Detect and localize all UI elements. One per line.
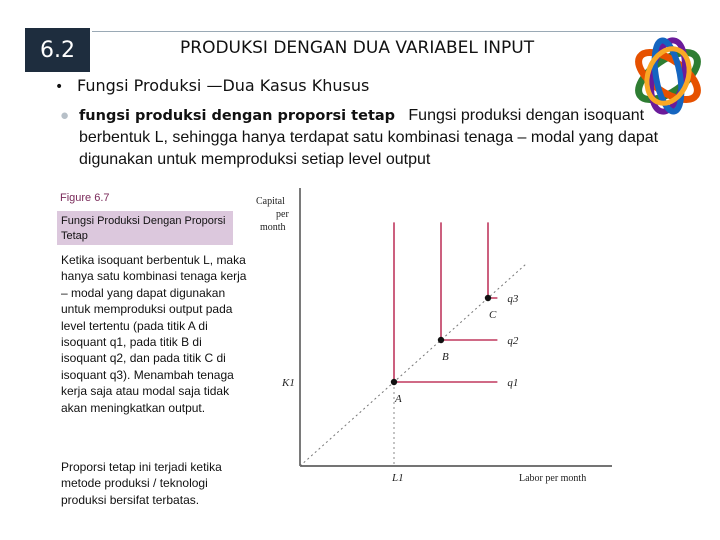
sub-bullet-text: Fungsi produksi dengan isoquant berbentuk L, sehingga hanya terdapat satu kombinasi tenaga – modal yang dapat digunakan untuk memproduksi setiap level output	[79, 107, 659, 168]
x-tick-label: L1	[392, 472, 404, 484]
bullet-icon: •	[55, 79, 64, 95]
y-axis-label-line-2: per	[276, 209, 289, 220]
x-axis-label: Labor per month	[519, 473, 587, 484]
expansion-ray	[300, 264, 526, 466]
point-label-B: B	[442, 351, 449, 363]
slide-number: 6.2	[25, 28, 90, 72]
isoquant-label-q2: q2	[507, 335, 519, 347]
y-axis-label-line-1: Capital	[256, 196, 285, 207]
figure-note: Proporsi tetap ini terjadi ketika metode produksi / teknologi produksi bersifat terbatas.	[61, 460, 222, 507]
point-label-A: A	[395, 393, 402, 405]
sub-bullet-term: fungsi produksi dengan proporsi tetap	[79, 108, 396, 124]
figure-title: Fungsi Produksi Dengan Proporsi Tetap	[61, 215, 226, 242]
isoquant-q2	[441, 222, 497, 340]
sub-bullet-icon: ●	[60, 107, 70, 124]
isoquant-q3	[488, 222, 497, 298]
point-label-C: C	[489, 309, 497, 321]
slide-title: PRODUKSI DENGAN DUA VARIABEL INPUT	[180, 38, 535, 58]
isoquant-label-q3: q3	[507, 293, 519, 305]
point-C	[485, 295, 491, 301]
figure-description: Ketika isoquant berbentuk L, maka hanya satu kombinasi tenaga kerja – modal yang dapat digunakan untuk memproduksi output pada level tertentu (pada titik A di isoquant q1, pada titik B di isoquant q2, dan pada titik C di isoquant q3). Menambah tenaga kerja saja atau modal saja tidak akan meningkatkan output.	[61, 253, 247, 415]
y-tick-label: K1	[282, 377, 295, 389]
figure-label: Figure 6.7	[60, 192, 110, 204]
y-axis-label-line-3: month	[260, 222, 286, 233]
main-bullet-text: Fungsi Produksi —Dua Kasus Khusus	[77, 76, 370, 95]
isoquant-label-q1: q1	[507, 377, 519, 389]
point-A	[391, 379, 397, 385]
point-B	[438, 337, 444, 343]
